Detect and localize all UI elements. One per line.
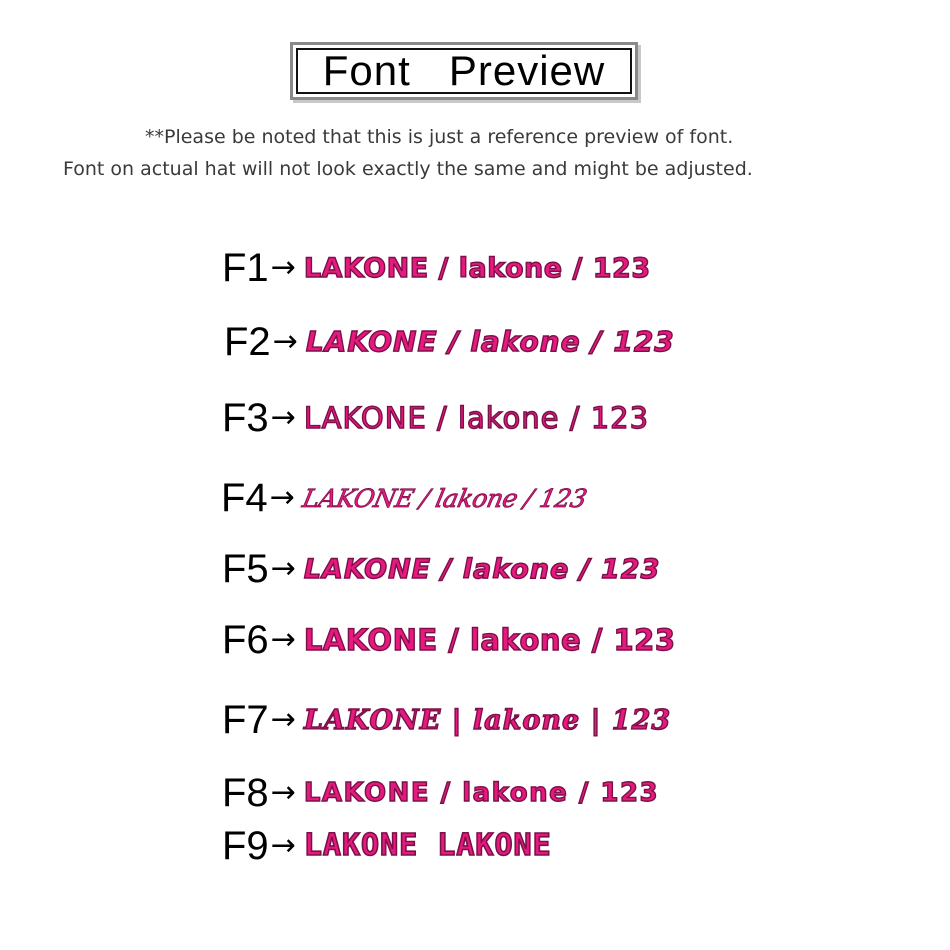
font-sample: LAKONE / lakone / 123 — [303, 622, 676, 657]
font-row-f4 — [221, 476, 590, 520]
font-sample: LAKONE / lakone / 123 — [303, 778, 660, 808]
arrow-icon: → — [270, 702, 296, 737]
font-sample: LAKONE | lakone | 123 — [303, 704, 672, 736]
arrow-icon: → — [270, 622, 296, 657]
arrow-icon: → — [270, 551, 296, 586]
font-label: F4 — [221, 476, 268, 520]
font-sample: LAKONE / lakone / 123 — [299, 483, 590, 513]
font-row-f2 — [224, 322, 675, 362]
arrow-icon: → — [272, 324, 298, 359]
font-label: F8 — [222, 771, 269, 815]
font-row-f6 — [222, 620, 676, 660]
arrow-icon: → — [269, 480, 295, 515]
font-sample: LAKONE / lakone / 123 — [303, 553, 661, 585]
font-label: F7 — [222, 698, 269, 742]
font-label: F9 — [222, 824, 269, 868]
font-label: F1 — [222, 246, 269, 290]
font-sample: LAKONE / lakone / 123 — [305, 325, 675, 358]
font-label: F2 — [224, 320, 271, 364]
font-row-f5 — [222, 549, 660, 589]
arrow-icon: → — [270, 400, 296, 435]
notice-line-2: Font on actual hat will not look exactly the same and might be adjusted. — [63, 158, 753, 180]
arrow-icon: → — [270, 250, 296, 285]
font-sample: LAKONE / lakone / 123 — [303, 400, 650, 435]
font-label: F5 — [222, 547, 269, 591]
page-title: Font Preview — [296, 48, 632, 94]
font-sample: LAKONE / lakone / 123 — [303, 252, 651, 284]
arrow-icon: → — [270, 828, 296, 863]
font-row-f8 — [222, 773, 659, 813]
font-row-f7 — [222, 700, 671, 740]
font-label: F3 — [222, 396, 269, 440]
font-sample: LAKONE LAKONE — [303, 828, 552, 863]
arrow-icon: → — [270, 775, 296, 810]
font-label: F6 — [222, 618, 269, 662]
font-row-f3 — [222, 398, 649, 438]
font-row-f9 — [222, 826, 552, 866]
title-frame — [290, 42, 638, 100]
font-row-f1 — [222, 248, 651, 288]
notice-line-1: **Please be noted that this is just a reference preview of font. — [145, 126, 734, 148]
